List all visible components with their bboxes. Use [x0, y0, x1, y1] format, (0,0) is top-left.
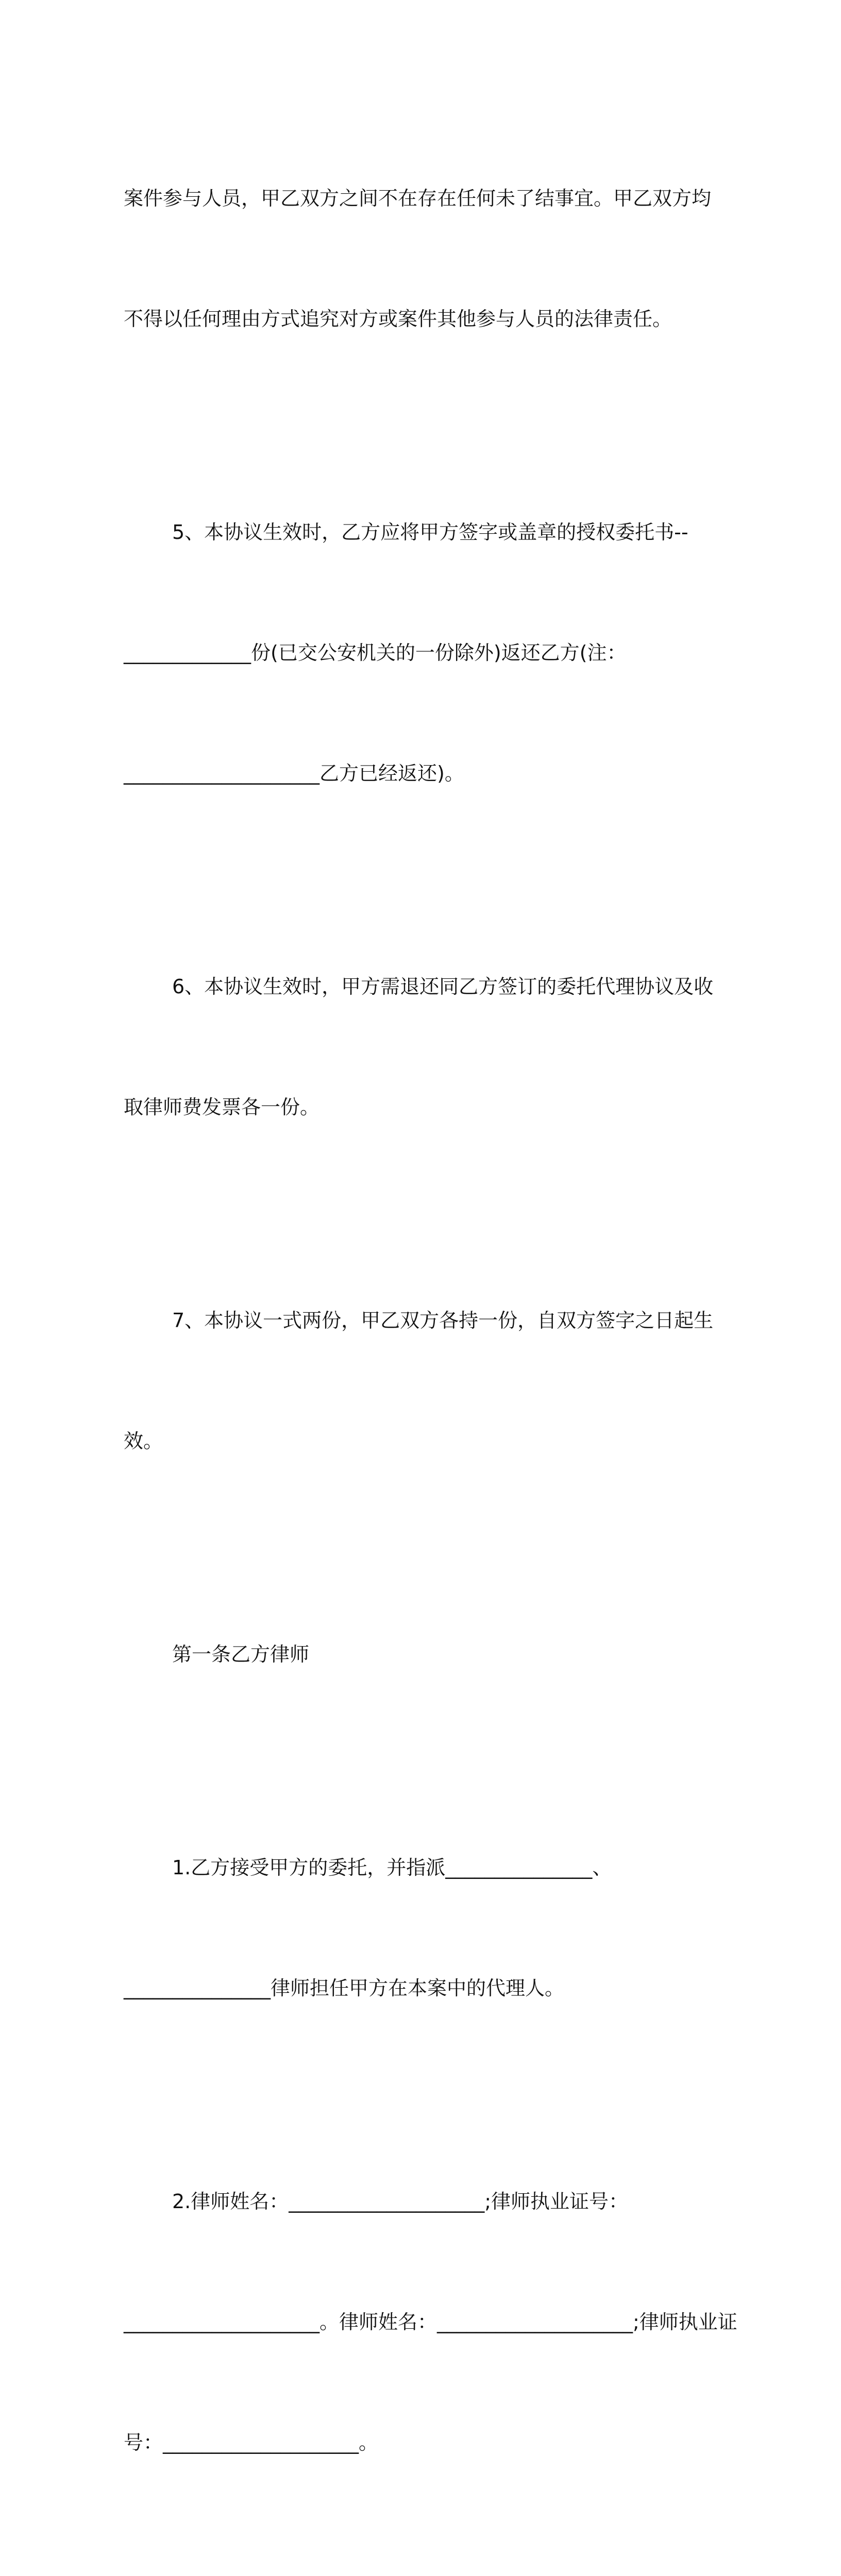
text-line: 号：____________________。: [124, 2431, 379, 2454]
text-line: 2.律师姓名：____________________;律师执业证号：: [172, 2190, 629, 2213]
clause-7: [124, 1220, 716, 1541]
article-1-item-2: [124, 2101, 737, 2543]
clause-6: [124, 886, 716, 1208]
text-line: 效。: [124, 1430, 163, 1452]
article-1-heading: [124, 1554, 716, 1755]
text-line: 5、本协议生效时，乙方应将甲方签字或盖章的授权委托书--: [172, 521, 688, 544]
text-line: ____________________。律师姓名：____________________;律师执业证: [124, 2311, 737, 2333]
text-line: 6、本协议生效时，甲方需退还同乙方签订的委托代理协议及收: [172, 975, 714, 998]
paragraph-settlement-closure: [124, 98, 716, 419]
text-line: 取律师费发票各一份。: [124, 1096, 320, 1118]
article-2-heading: [124, 2555, 716, 2576]
text-line: 案件参与人员，甲乙双方之间不在存在任何未了结事宜。甲乙双方均: [124, 187, 712, 210]
section-heading: 第一条乙方律师: [172, 1643, 310, 1666]
document-body: [124, 98, 737, 2576]
text-line: 1.乙方接受甲方的委托，并指派_______________、: [172, 1856, 612, 1879]
text-line: 7、本协议一式两份，甲乙双方各持一份，自双方签字之日起生: [172, 1309, 714, 1332]
text-line: _______________律师担任甲方在本案中的代理人。: [124, 1977, 565, 1999]
clause-5: [124, 432, 716, 874]
text-line: 不得以任何理由方式追究对方或案件其他参与人员的法律责任。: [124, 308, 672, 330]
text-line: _____________份(已交公安机关的一份除外)返还乙方(注：: [124, 641, 627, 664]
article-1-item-1: [124, 1767, 716, 2089]
text-line: ____________________乙方已经返还)。: [124, 762, 464, 785]
